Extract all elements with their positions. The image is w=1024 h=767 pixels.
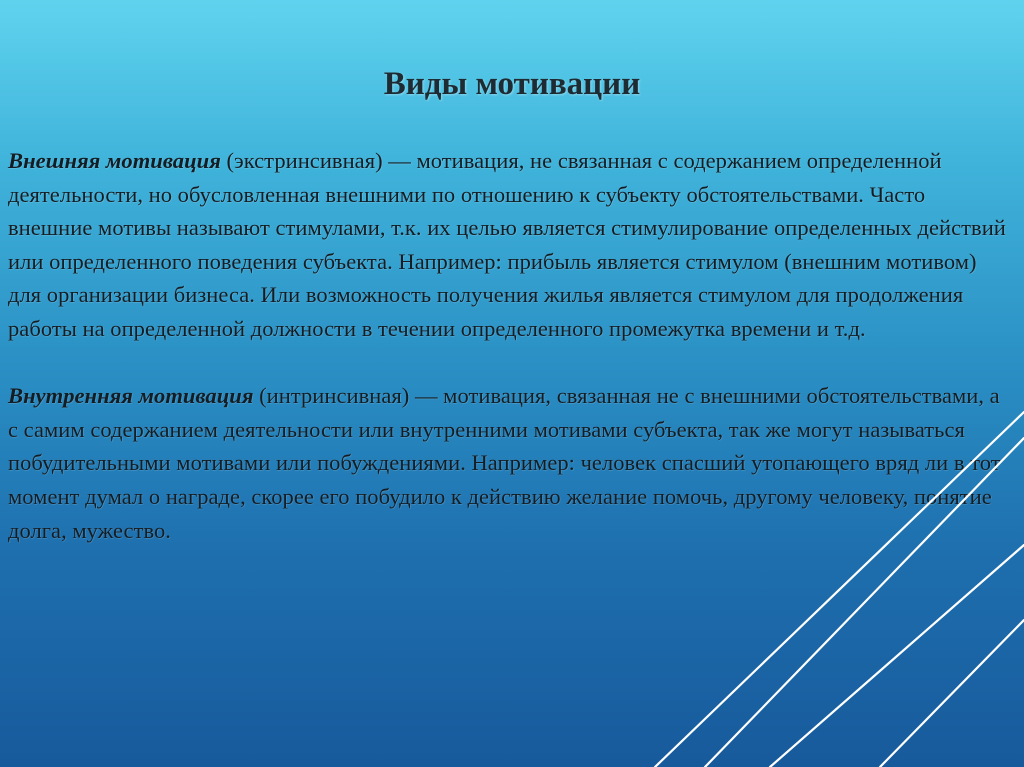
slide-title: Виды мотивации: [383, 66, 641, 102]
definition-internal-motivation: (интринсивная) — мотивация, связанная не с внешними обстоятельствами, а с самим содержанием деятельности или внутренними мотивами субъекта, так же могут называться побудительными мотивами или побуждениями. Например: человек спасший утопающего вряд ли в тот момент думал о награде, скорее его побудило к действию желание помочь, другому человеку, понятие долга, мужество.: [8, 383, 1001, 543]
paragraph-external-motivation: [8, 144, 1013, 346]
definition-external-motivation: (экстринсивная) — мотивация, не связанная с содержанием определенной деятельности, но обусловленная внешними по отношению к субъекту обстоятельствами. Часто внешние мотивы называют стимулами, т.к. их целью является стимулирование определенных действий или определенного поведения субъекта. Например: прибыль является стимулом (внешним мотивом) для организации бизнеса. Или возможность получения жилья является стимулом для продолжения работы на определенной должности в течении определенного промежутка времени и т.д.: [8, 148, 1006, 341]
term-internal-motivation: Внутренняя мотивация: [8, 383, 254, 409]
term-external-motivation: Внешняя мотивация: [8, 148, 221, 173]
slide-body: [8, 144, 1013, 547]
decorative-line: [770, 545, 1024, 767]
paragraph-internal-motivation: [8, 379, 1013, 547]
decorative-line: [880, 620, 1024, 767]
